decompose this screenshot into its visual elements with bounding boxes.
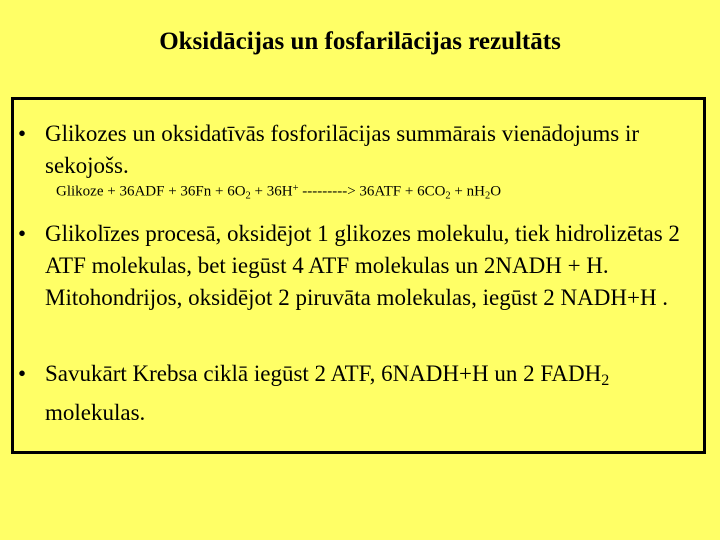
bullet-marker: • — [18, 121, 27, 146]
bullet-text-3: Savukārt Krebsa ciklā iegūst 2 ATF, 6NADH+H un 2 $FADH_2$ molekulas. — [45, 361, 610, 426]
bullet-text-1: Glikozes un oksidatīvās fosforilācijas summārais vienādojums ir sekojošs. — [45, 121, 640, 178]
bullet-marker: • — [18, 361, 27, 386]
slide-title: Oksidācijas un fosfarilācijas rezultāts — [159, 28, 561, 55]
summary-equation: Glikoze + $36ADF + 36Fn + 6O_2 + 36H^+$ ---------> $36ATF + 6CO_2 + nH_2O$ — [56, 183, 502, 202]
bullet-marker: • — [18, 221, 27, 246]
bullet-text-2: Glikolīzes procesā, oksidējot 1 glikozes molekulu, tiek hidrolizētas 2 ATF molekulas, bet iegūst 4 ATF molekulas un 2NADH + H. Mitohondrijos, oksidējot 2 piruvāta molekulas, iegūst 2 NADH+H . — [45, 221, 680, 310]
